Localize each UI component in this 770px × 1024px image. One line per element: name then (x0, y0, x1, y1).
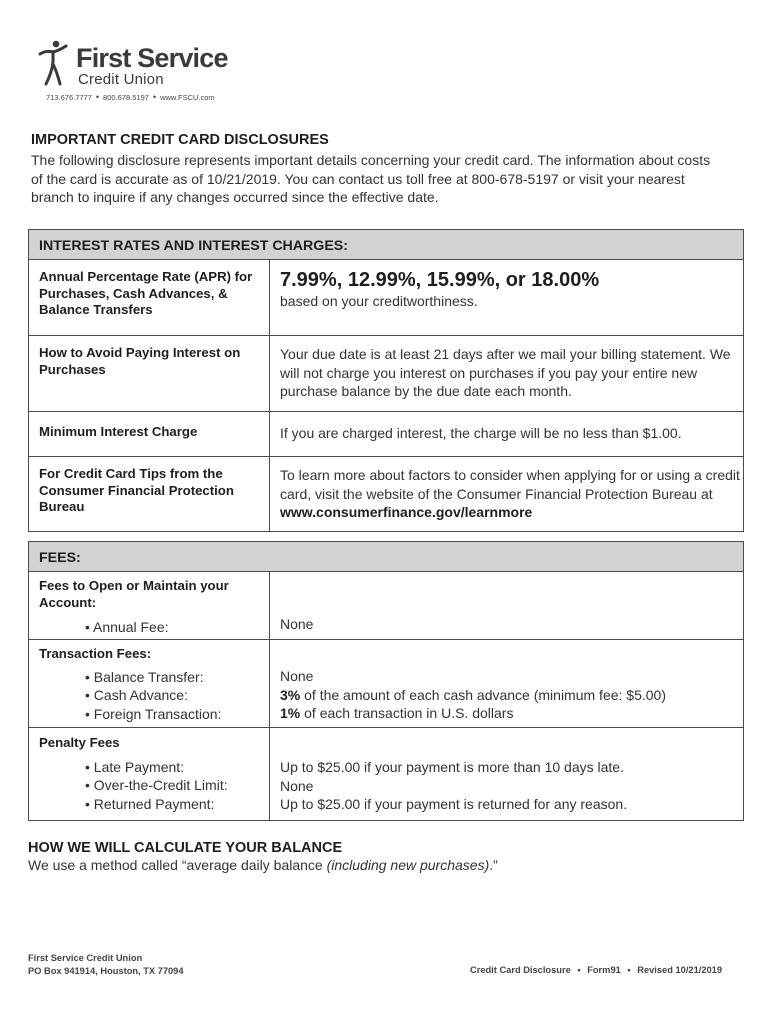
interest-table-header: INTEREST RATES AND INTEREST CHARGES: (29, 230, 743, 260)
returned-payment-name: • Returned Payment: (85, 795, 215, 812)
apr-rates: 7.99%, 12.99%, 15.99%, or 18.00% (280, 269, 600, 291)
avoid-interest-value: Your due date is at least 21 days after we mail your billing statement. We will not charge you interest on purchases if you pay your entire new purchase balance by the due date each month. (280, 346, 731, 400)
late-payment-value: Up to $25.00 if your payment is more than 10 days late. (280, 759, 624, 775)
brand-subtitle: Credit Union (78, 71, 164, 88)
fees-table (28, 541, 744, 821)
person-logo-icon (38, 40, 68, 86)
over-limit-value: None (280, 777, 314, 794)
footer-address: PO Box 941914, Houston, TX 77094 (28, 965, 184, 976)
contact-line: 713.676.7777 • 800.678.5197 • www.FSCU.com (46, 92, 215, 102)
fees-table-header: FEES: (29, 542, 743, 572)
penalty-fees-label: Penalty Fees (39, 735, 120, 750)
footer-address-block (28, 952, 184, 977)
footer-org: First Service Credit Union (28, 953, 143, 963)
table-row-apr (29, 260, 743, 336)
intro-title: IMPORTANT CREDIT CARD DISCLOSURES (31, 132, 329, 148)
balance-text-pre: We use a method called “average daily balance (28, 857, 327, 873)
table-row-transaction-fees (29, 640, 743, 728)
footer-form-info: Credit Card Disclosure • Form91 • Revised 10/21/2019 (470, 965, 723, 975)
footer-revised: Revised 10/21/2019 (637, 965, 723, 975)
balance-transfer-value: None (280, 668, 314, 684)
open-fees-label: Fees to Open or Maintain your Account: (39, 578, 229, 610)
intro-text: The following disclosure represents important details concerning your credit card. The information about costs of the card is accurate as of 10/21/2019. You can contact us toll free at 800-678-5197 or visit your nearest branch to inquire if any changes occurred since the effective date. (31, 152, 711, 206)
annual-fee-value: None (280, 616, 314, 632)
footer-doc-name: Credit Card Disclosure (470, 965, 571, 975)
cfpb-link[interactable]: www.consumerfinance.gov/learnmore (280, 504, 533, 521)
transaction-fees-label: Transaction Fees: (39, 646, 152, 661)
balance-text (28, 857, 498, 873)
footer-form-number: Form91 (587, 965, 621, 975)
cash-advance-value: of the amount of each cash advance (minimum fee: $5.00) (300, 686, 666, 703)
returned-payment-value: Up to $25.00 if your payment is returned for any reason. (280, 796, 628, 813)
balance-text-italic: (including new purchases) (326, 857, 490, 873)
cfpb-text: To learn more about factors to consider when applying for or using a credit card, visit the website of the Consumer Financial Protection Bureau at (280, 467, 740, 502)
table-row-avoid-interest (29, 336, 743, 412)
phone-local: 713.676.7777 (46, 93, 92, 102)
foreign-transaction-percent: 1% (280, 705, 301, 722)
avoid-interest-label: How to Avoid Paying Interest on Purchases (29, 336, 270, 411)
interest-table (28, 229, 744, 532)
balance-transfer-name: • Balance Transfer: (85, 668, 204, 685)
table-row-cfpb (29, 457, 743, 531)
apr-label: Annual Percentage Rate (APR) for Purchases, Cash Advances, & Balance Transfers (29, 260, 270, 335)
table-row-penalty-fees (29, 728, 743, 820)
balance-text-post: .” (489, 857, 498, 873)
cash-advance-name: • Cash Advance: (85, 687, 188, 704)
minimum-charge-value: If you are charged interest, the charge will be no less than $1.00. (280, 425, 682, 441)
minimum-charge-label: Minimum Interest Charge (29, 412, 270, 456)
annual-fee-name: • Annual Fee: (85, 619, 169, 635)
over-limit-name: • Over-the-Credit Limit: (85, 777, 228, 794)
phone-tollfree: 800.678.5197 (103, 93, 149, 102)
table-row-open-fees (29, 572, 743, 640)
cash-advance-percent: 3% (280, 686, 301, 703)
foreign-transaction-value: of each transaction in U.S. dollars (300, 705, 514, 722)
foreign-transaction-name: • Foreign Transaction: (85, 705, 222, 722)
brand-name: First Service (76, 43, 228, 73)
late-payment-name: • Late Payment: (85, 758, 185, 775)
cfpb-label: For Credit Card Tips from the Consumer Financial Protection Bureau (29, 457, 270, 531)
apr-note: based on your creditworthiness. (280, 293, 478, 309)
table-row-minimum-charge (29, 412, 743, 457)
balance-title: HOW WE WILL CALCULATE YOUR BALANCE (28, 840, 343, 856)
website-link[interactable]: www.FSCU.com (160, 93, 215, 102)
